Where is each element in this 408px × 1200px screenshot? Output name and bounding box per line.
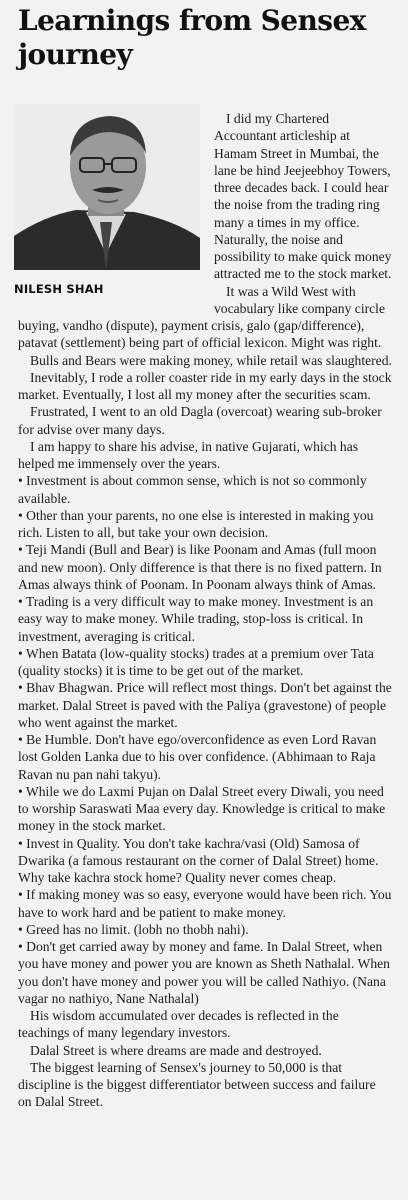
paragraph: Inevitably, I rode a roller coaster ride in my early days in the stock market. Eventually, I lost all my money after the securities scam. xyxy=(18,369,392,402)
bullet-point: • Invest in Quality. You don't take kachra/vasi (Old) Samosa of Dwarika (a famous restaurant on the corner of Dalal Street) home. Why take kachra stock home? Quality never comes cheap. xyxy=(18,835,379,885)
bullet-point: • Trading is a very difficult way to make money. Investment is an easy way to make money. While trading, stop-loss is critical. In investment, averaging is critical. xyxy=(18,594,374,644)
paragraph: Frustrated, I went to an old Dagla (overcoat) wearing sub-broker for advise over many days. xyxy=(18,404,382,437)
bullet-point: • Other than your parents, no one else is interested in making you rich. Listen to all, but take your own decision. xyxy=(18,507,374,540)
author-byline: NILESH SHAH xyxy=(14,282,104,296)
photo-wrap-space xyxy=(18,110,214,306)
bullet-point: • While we do Laxmi Pujan on Dalal Street every Diwali, you need to worship Saraswati Maa every day. Knowledge is critical to make money in the stock market. xyxy=(18,783,386,834)
bullet-point: • Investment is about common sense, which is not so commonly available. xyxy=(18,473,367,506)
article-title: Learnings from Sensex journey xyxy=(18,4,366,71)
bullet-point: • Bhav Bhagwan. Price will reflect most things. Don't bet against the market. Dalal Street is paved with the Paliya (gravestone) of people who went against the market. xyxy=(18,680,392,730)
paragraph: Dalal Street is where dreams are made and destroyed. xyxy=(30,1042,322,1058)
paragraph: The biggest learning of Sensex's journey to 50,000 is that discipline is the biggest differentiator between success and failure on Dalal Street. xyxy=(18,1059,376,1110)
bullet-point: • If making money was so easy, everyone would have been rich. You have to work hard and be patient to make money. xyxy=(18,887,392,920)
bullet-point: • Greed has no limit. (lobh no thobh nahi). xyxy=(18,921,249,937)
paragraph: I am happy to share his advise, in native Gujarati, which has helped me immensely over the years. xyxy=(18,438,359,471)
paragraph: It was a Wild West with vocabulary like company circle buying, vandho (dispute), payment crisis, galo (gap/difference), patavat (settlement) being part of official lexicon. Might was right. xyxy=(18,283,385,351)
paragraph: His wisdom accumulated over decades is reflected in the teachings of many legendary investors. xyxy=(18,1008,339,1041)
bullet-point: • Be Humble. Don't have ego/overconfidence as even Lord Ravan lost Golden Lanka due to his over confidence. (Abhimaan to Raja Ravan nu pan nahi takyu). xyxy=(18,732,377,782)
article-body xyxy=(18,110,392,1111)
bullet-point: • Teji Mandi (Bull and Bear) is like Poonam and Amas (full moon and new moon). Only difference is that there is no fixed pattern. In Amas always think of Poonam. In Poonam always think of Amas. xyxy=(18,542,382,592)
paragraph: Bulls and Bears were making money, while retail was slaughtered. xyxy=(30,352,392,368)
bullet-point: • Don't get carried away by money and fame. In Dalal Street, when you have money and power you are known as Sheth Nathalal. When you don't have money and power you will be called Nathiyo. (Nana vagar no nathiyo, Nane Nathalal) xyxy=(18,939,390,1006)
bullet-point: • When Batata (low-quality stocks) trades at a premium over Tata (quality stocks) it is time to be get out of the market. xyxy=(18,645,374,678)
paragraph: I did my Chartered Accountant articleship at Hamam Street in Mumbai, the lane be hind Jeejeebhoy Towers, three decades back. I could hear the noise from the trading ring many a times in my office. Naturally, the noise and possibility to make quick money attracted me to the stock market. xyxy=(214,111,392,282)
